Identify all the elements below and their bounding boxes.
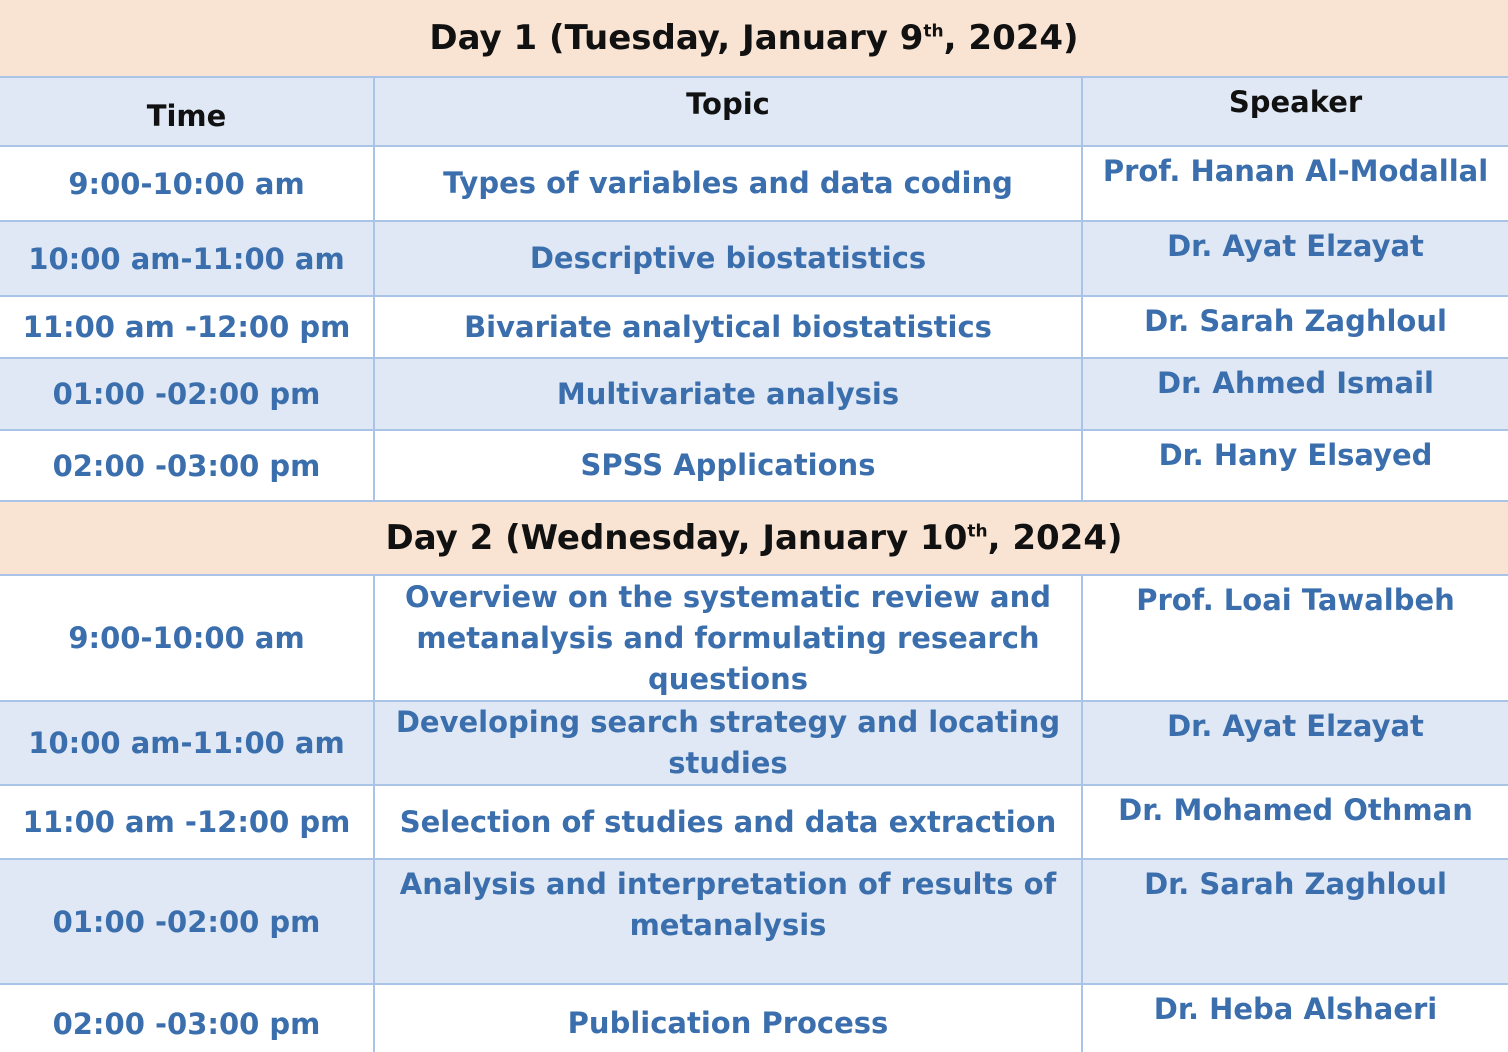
session-speaker: Dr. Ayat Elzayat: [1167, 229, 1424, 263]
session-speaker: Prof. Loai Tawalbeh: [1136, 583, 1455, 617]
session-time: 01:00 -02:00 pm: [0, 359, 375, 429]
session-time: 10:00 am-11:00 am: [0, 702, 375, 784]
session-speaker: Dr. Heba Alshaeri: [1153, 992, 1438, 1026]
table-row: [0, 574, 1508, 700]
session-time: 10:00 am-11:00 am: [0, 222, 375, 295]
day2-header: [0, 500, 1508, 574]
session-speaker: Dr. Ayat Elzayat: [1167, 709, 1424, 743]
column-header-row: [0, 76, 1508, 145]
session-time: 01:00 -02:00 pm: [0, 860, 375, 983]
day1-title: Day 1 (Tuesday, January 9th, 2024): [429, 18, 1079, 58]
session-topic: Descriptive biostatistics: [375, 222, 1083, 295]
table-row: [0, 295, 1508, 357]
table-row: [0, 429, 1508, 500]
session-topic: Types of variables and data coding: [375, 147, 1083, 220]
session-speaker: Prof. Hanan Al-Modallal: [1102, 154, 1489, 188]
table-row: [0, 700, 1508, 784]
session-speaker: Dr. Mohamed Othman: [1118, 793, 1473, 827]
session-topic: Overview on the systematic review and metanalysis and formulating research questions: [375, 576, 1083, 700]
session-topic: Developing search strategy and locating studies: [375, 702, 1083, 784]
session-time: 02:00 -03:00 pm: [0, 985, 375, 1052]
session-time: 02:00 -03:00 pm: [0, 431, 375, 500]
table-row: [0, 784, 1508, 858]
session-speaker: Dr. Sarah Zaghloul: [1144, 867, 1447, 901]
session-topic: Analysis and interpretation of results of metanalysis: [375, 860, 1083, 983]
column-header-speaker: Speaker: [1228, 85, 1363, 119]
session-topic: Multivariate analysis: [375, 359, 1083, 429]
day2-title: Day 2 (Wednesday, January 10th, 2024): [385, 518, 1123, 558]
session-topic: Publication Process: [375, 985, 1083, 1052]
session-speaker: Dr. Hany Elsayed: [1158, 438, 1433, 472]
table-row: [0, 983, 1508, 1052]
session-time: 11:00 am -12:00 pm: [0, 786, 375, 858]
session-topic: Bivariate analytical biostatistics: [375, 297, 1083, 357]
table-row: [0, 145, 1508, 220]
table-row: [0, 858, 1508, 983]
day1-header: [0, 0, 1508, 76]
column-header-time: Time: [0, 78, 375, 145]
column-header-topic: Topic: [375, 78, 1083, 145]
table-row: [0, 357, 1508, 429]
session-speaker: Dr. Ahmed Ismail: [1157, 366, 1434, 400]
session-topic: Selection of studies and data extraction: [375, 786, 1083, 858]
session-speaker: Dr. Sarah Zaghloul: [1144, 304, 1447, 338]
table-row: [0, 220, 1508, 295]
session-time: 9:00-10:00 am: [0, 147, 375, 220]
session-time: 9:00-10:00 am: [0, 576, 375, 700]
session-topic: SPSS Applications: [375, 431, 1083, 500]
session-time: 11:00 am -12:00 pm: [0, 297, 375, 357]
